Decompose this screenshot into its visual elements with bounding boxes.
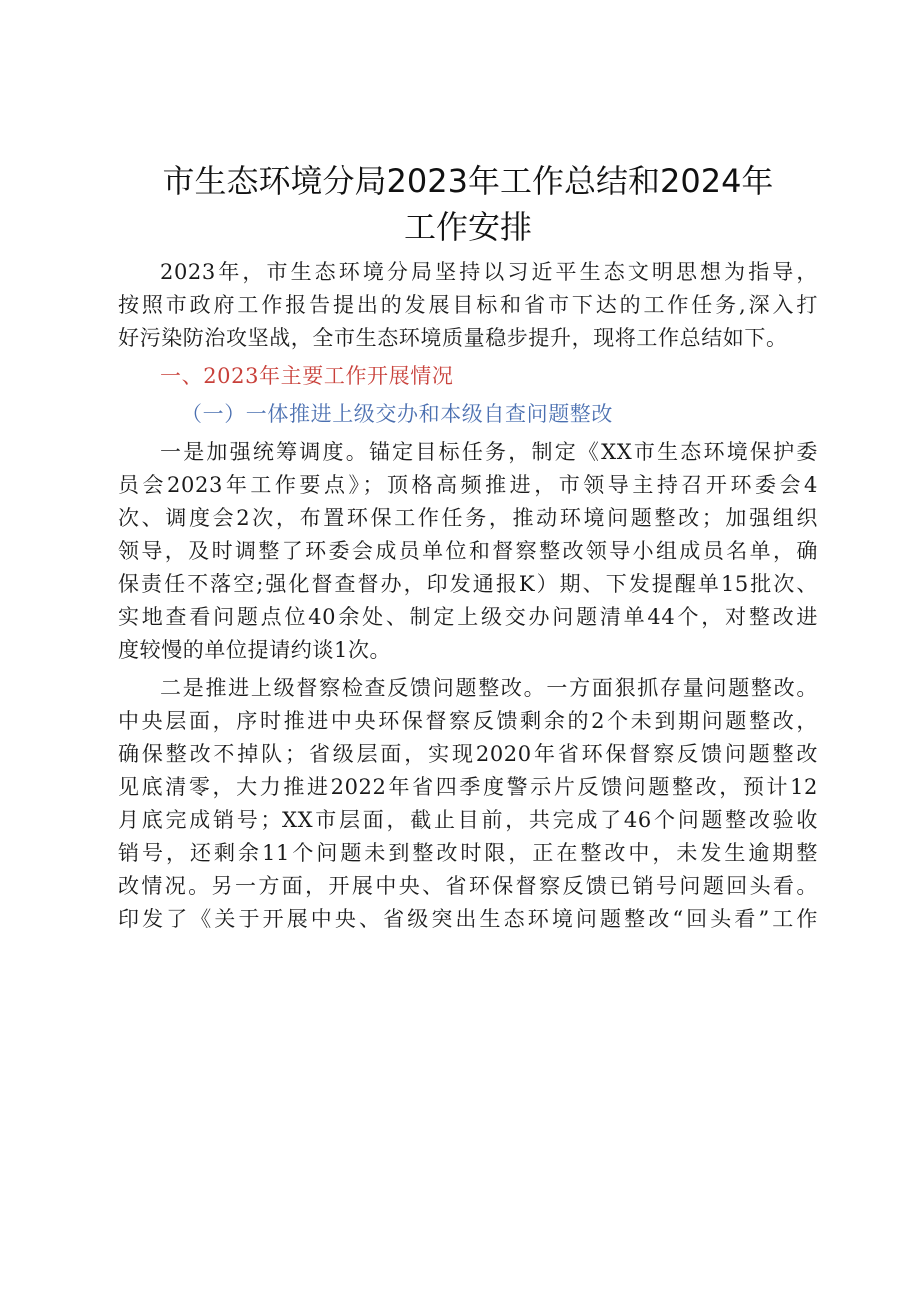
para2-line-7: 改情况。另一方面，开展中央、省环保督察反馈已销号问题回头看。 [118, 874, 818, 898]
intro-paragraph [118, 256, 818, 355]
para1-line-6: 实地查看问题点位40余处、制定上级交办问题清单44个，对整改进 [118, 605, 818, 629]
para1-line-4: 领导，及时调整了环委会成员单位和督察整改领导小组成员名单，确 [118, 539, 818, 563]
para2-line-4: 见底清零，大力推进2022年省四季度警示片反馈问题整改，预计12 [118, 775, 818, 799]
intro-line-2: 按照市政府工作报告提出的发展目标和省市下达的工作任务,深入打 [118, 293, 818, 317]
para1-line-2: 员会2023年工作要点》；顶格高频推进，市领导主持召开环委会4 [118, 473, 818, 497]
document-page [118, 158, 818, 941]
document-title [118, 158, 818, 250]
para1-line-3: 次、调度会2次，布置环保工作任务，推动环境问题整改；加强组织 [118, 506, 818, 530]
title-line-2: 工作安排 [403, 208, 532, 246]
para2-line-1: 二是推进上级督察检查反馈问题整改。一方面狠抓存量问题整改。 [160, 676, 818, 700]
para2-line-3: 确保整改不掉队；省级层面，实现2020年省环保督察反馈问题整改 [118, 742, 818, 766]
intro-line-1: 2023年，市生态环境分局坚持以习近平生态文明思想为指导， [160, 260, 818, 284]
section-1-heading: 一、2023年主要工作开展情况 [160, 364, 454, 388]
paragraph-coordination [118, 436, 818, 667]
para2-line-6: 销号，还剩余11个问题未到整改时限，正在整改中，未发生逾期整 [118, 841, 818, 865]
para1-line-1: 一是加强统筹调度。锚定目标任务，制定《XX市生态环境保护委 [160, 440, 818, 464]
para2-line-8: 印发了《关于开展中央、省级突出生态环境问题整改“回头看”工作 [118, 907, 819, 931]
intro-line-3: 好污染防治攻坚战，全市生态环境质量稳步提升，现将工作总结如下。 [118, 326, 788, 350]
para1-line-7: 度较慢的单位提请约谈1次。 [118, 638, 392, 662]
para2-line-2: 中央层面，序时推进中央环保督察反馈剩余的2个未到期问题整改， [118, 709, 818, 733]
para1-line-5: 保责任不落空;强化督查督办，印发通报K）期、下发提醒单15批次、 [118, 572, 818, 596]
title-line-1: 市生态环境分局2023年工作总结和2024年 [162, 162, 774, 200]
document-body [118, 256, 818, 936]
subsection-1-heading: （一）一体推进上级交办和本级自查问题整改 [181, 402, 613, 426]
para2-line-5: 月底完成销号；XX市层面，截止目前，共完成了46个问题整改验收 [118, 808, 818, 832]
paragraph-inspection-rectification [118, 672, 818, 936]
